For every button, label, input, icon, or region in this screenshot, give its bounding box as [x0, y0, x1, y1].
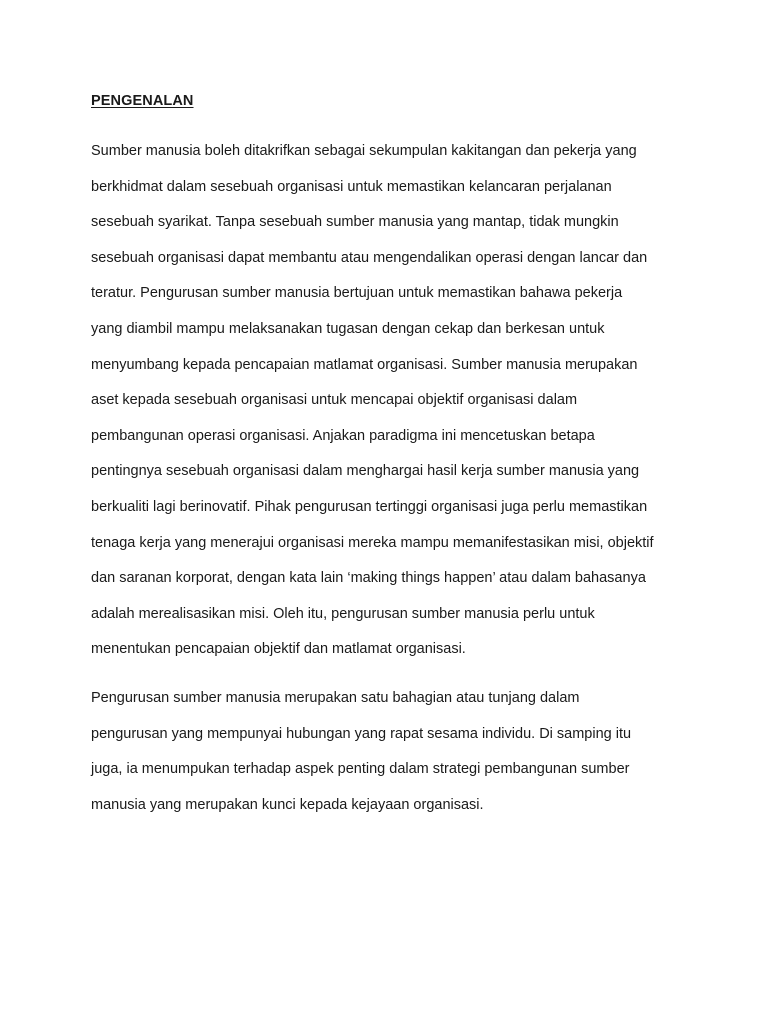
text-line: berkhidmat dalam sesebuah organisasi untuk memastikan kelancaran perjalanan	[91, 178, 612, 195]
text-line: berkualiti lagi berinovatif. Pihak pengurusan tertinggi organisasi juga perlu memastikan	[91, 498, 648, 515]
text-line: sesebuah syarikat. Tanpa sesebuah sumber manusia yang mantap, tidak mungkin	[91, 214, 619, 231]
section-heading: PENGENALAN	[91, 93, 194, 109]
text-line: tenaga kerja yang menerajui organisasi mereka mampu memanifestasikan misi, objektif	[91, 534, 654, 551]
text-line: pentingnya sesebuah organisasi dalam menghargai hasil kerja sumber manusia yang	[91, 463, 640, 480]
text-line: yang diambil mampu melaksanakan tugasan dengan cekap dan berkesan untuk	[91, 320, 605, 337]
text-line: pengurusan yang mempunyai hubungan yang rapat sesama individu. Di samping itu	[91, 725, 632, 742]
text-line: adalah merealisasikan misi. Oleh itu, pengurusan sumber manusia perlu untuk	[91, 605, 595, 622]
text-line: Pengurusan sumber manusia merupakan satu bahagian atau tunjang dalam	[91, 690, 580, 706]
paragraph-2	[91, 690, 691, 832]
text-line: sesebuah organisasi dapat membantu atau mengendalikan operasi dengan lancar dan	[91, 249, 648, 266]
text-line: dan saranan korporat, dengan kata lain ‘making things happen’ atau dalam bahasanya	[91, 570, 646, 587]
text-line: manusia yang merupakan kunci kepada kejayaan organisasi.	[91, 796, 484, 813]
text-line: aset kepada sesebuah organisasi untuk mencapai objektif organisasi dalam	[91, 392, 578, 409]
text-line: teratur. Pengurusan sumber manusia bertujuan untuk memastikan bahawa pekerja	[91, 285, 623, 302]
text-line: pembangunan operasi organisasi. Anjakan paradigma ini mencetuskan betapa	[91, 427, 595, 444]
text-line: menentukan pencapaian objektif dan matlamat organisasi.	[91, 641, 466, 658]
text-line: Sumber manusia boleh ditakrifkan sebagai sekumpulan kakitangan dan pekerja yang	[91, 143, 637, 159]
text-line: menyumbang kepada pencapaian matlamat organisasi. Sumber manusia merupakan	[91, 356, 638, 373]
text-line: juga, ia menumpukan terhadap aspek penting dalam strategi pembangunan sumber	[91, 761, 630, 778]
paragraph-1	[91, 143, 691, 677]
